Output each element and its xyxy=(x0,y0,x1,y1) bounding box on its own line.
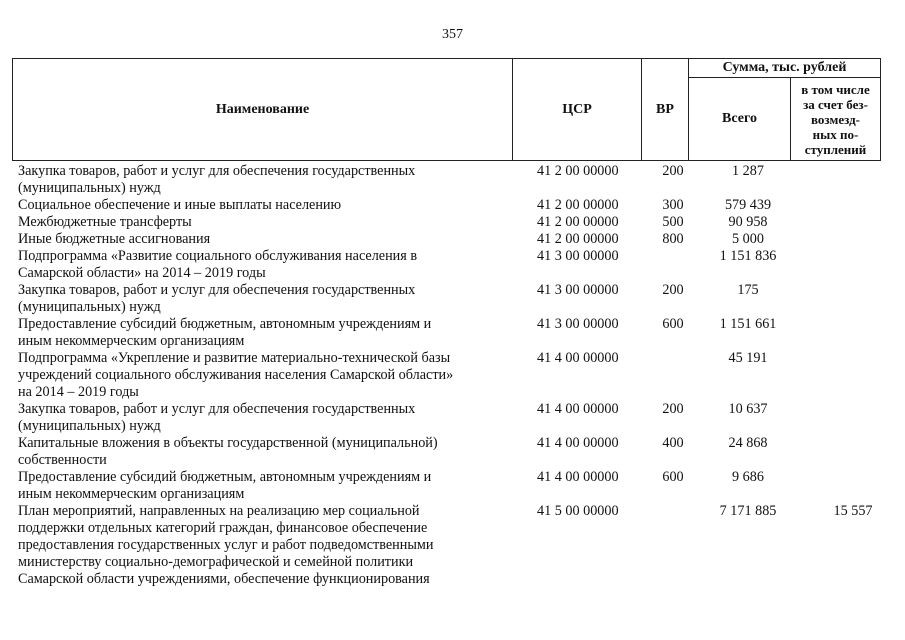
header-vr: ВР xyxy=(642,59,689,161)
table-row xyxy=(18,316,898,350)
row-name-line: Закупка товаров, работ и услуг для обеспечения государственных xyxy=(18,282,416,298)
row-name xyxy=(18,350,513,401)
row-name xyxy=(18,231,513,248)
row-total: 24 868 xyxy=(728,435,768,451)
row-name-line: Капитальные вложения в объекты государственной (муниципальной) xyxy=(18,435,438,451)
row-total: 579 439 xyxy=(724,197,772,213)
row-name-line: Закупка товаров, работ и услуг для обеспечения государственных xyxy=(18,163,416,179)
row-vr: 800 xyxy=(662,231,684,247)
row-name-line: Самарской области учреждениями, обеспечение функционирования xyxy=(18,571,430,587)
row-name-line: Закупка товаров, работ и услуг для обеспечения государственных xyxy=(18,401,416,417)
row-vr: 500 xyxy=(662,214,684,230)
table-row xyxy=(18,503,898,588)
table-row xyxy=(18,231,898,248)
row-name-line: (муниципальных) нужд xyxy=(18,180,161,196)
table-row xyxy=(18,401,898,435)
row-total: 90 958 xyxy=(728,214,768,230)
table-row xyxy=(18,469,898,503)
row-name xyxy=(18,163,513,197)
row-name-line: Подпрограмма «Развитие социального обслуживания населения в xyxy=(18,248,418,264)
table-row xyxy=(18,350,898,401)
row-vr: 400 xyxy=(662,435,684,451)
row-csr: 41 3 00 00000 xyxy=(537,316,619,332)
row-vr: 600 xyxy=(662,469,684,485)
row-name-line: (муниципальных) нужд xyxy=(18,299,161,315)
header-grant-line: возмезд- xyxy=(811,111,860,127)
row-total: 175 xyxy=(737,282,759,298)
row-total: 1 287 xyxy=(732,163,764,179)
row-name-line: министерству социально-демографической и семейной политики xyxy=(18,554,414,570)
row-name-line: Самарской области» на 2014 – 2019 годы xyxy=(18,265,266,281)
header-grant-line: за счет без- xyxy=(803,96,868,112)
table-row xyxy=(18,163,898,197)
row-name xyxy=(18,282,513,316)
row-csr: 41 4 00 00000 xyxy=(537,435,619,451)
row-name-line: План мероприятий, направленных на реализацию мер социальной xyxy=(18,503,420,519)
table-row xyxy=(18,197,898,214)
row-csr: 41 2 00 00000 xyxy=(537,197,619,213)
header-grant-line: ступлений xyxy=(804,141,867,157)
row-total: 5 000 xyxy=(732,231,764,247)
row-csr: 41 4 00 00000 xyxy=(537,350,619,366)
row-name xyxy=(18,503,513,588)
row-csr: 41 3 00 00000 xyxy=(537,248,619,264)
row-name xyxy=(18,248,513,282)
row-name xyxy=(18,469,513,503)
table-header xyxy=(12,58,881,161)
row-name-line: учреждений социального обслуживания населения Самарской области» xyxy=(18,367,454,383)
row-name xyxy=(18,197,513,214)
row-csr: 41 4 00 00000 xyxy=(537,469,619,485)
row-total: 10 637 xyxy=(728,401,768,417)
row-name xyxy=(18,435,513,469)
row-total: 7 171 885 xyxy=(719,503,777,519)
row-name-line: Подпрограмма «Укрепление и развитие материально-технической базы xyxy=(18,350,451,366)
row-name-line: иным некоммерческим организациям xyxy=(18,333,245,349)
row-total: 1 151 836 xyxy=(719,248,777,264)
page-number: 357 xyxy=(442,27,463,42)
row-name-line: предоставления государственных услуг и работ подведомственными xyxy=(18,537,434,553)
row-name xyxy=(18,401,513,435)
table-body xyxy=(18,163,898,588)
row-csr: 41 3 00 00000 xyxy=(537,282,619,298)
header-total: Всего xyxy=(689,78,791,161)
table-row xyxy=(18,282,898,316)
row-name-line: Социальное обеспечение и иные выплаты населению xyxy=(18,197,342,213)
row-name-line: Межбюджетные трансферты xyxy=(18,214,192,230)
row-vr: 200 xyxy=(662,282,684,298)
row-name xyxy=(18,316,513,350)
row-csr: 41 4 00 00000 xyxy=(537,401,619,417)
row-name-line: Предоставление субсидий бюджетным, автономным учреждениям и xyxy=(18,316,432,332)
row-grant: 15 557 xyxy=(833,503,873,519)
row-csr: 41 2 00 00000 xyxy=(537,231,619,247)
header-name: Наименование xyxy=(13,59,513,161)
header-grant xyxy=(791,78,881,161)
row-name xyxy=(18,214,513,231)
row-vr: 200 xyxy=(662,401,684,417)
row-vr: 600 xyxy=(662,316,684,332)
row-total: 9 686 xyxy=(732,469,764,485)
row-vr: 300 xyxy=(662,197,684,213)
row-csr: 41 5 00 00000 xyxy=(537,503,619,519)
row-name-line: Иные бюджетные ассигнования xyxy=(18,231,211,247)
row-total: 45 191 xyxy=(728,350,768,366)
header-grant-line: ных по- xyxy=(812,126,859,142)
row-vr: 200 xyxy=(662,163,684,179)
row-csr: 41 2 00 00000 xyxy=(537,214,619,230)
row-name-line: поддержки отдельных категорий граждан, финансовое обеспечение xyxy=(18,520,428,536)
row-name-line: (муниципальных) нужд xyxy=(18,418,161,434)
row-name-line: на 2014 – 2019 годы xyxy=(18,384,139,400)
table-row xyxy=(18,435,898,469)
table-row xyxy=(18,248,898,282)
row-name-line: иным некоммерческим организациям xyxy=(18,486,245,502)
header-sum: Сумма, тыс. рублей xyxy=(689,59,881,78)
row-csr: 41 2 00 00000 xyxy=(537,163,619,179)
row-name-line: собственности xyxy=(18,452,107,468)
header-grant-line: в том числе xyxy=(801,81,870,97)
row-name-line: Предоставление субсидий бюджетным, автономным учреждениям и xyxy=(18,469,432,485)
table-row xyxy=(18,214,898,231)
row-total: 1 151 661 xyxy=(719,316,777,332)
header-csr: ЦСР xyxy=(513,59,642,161)
